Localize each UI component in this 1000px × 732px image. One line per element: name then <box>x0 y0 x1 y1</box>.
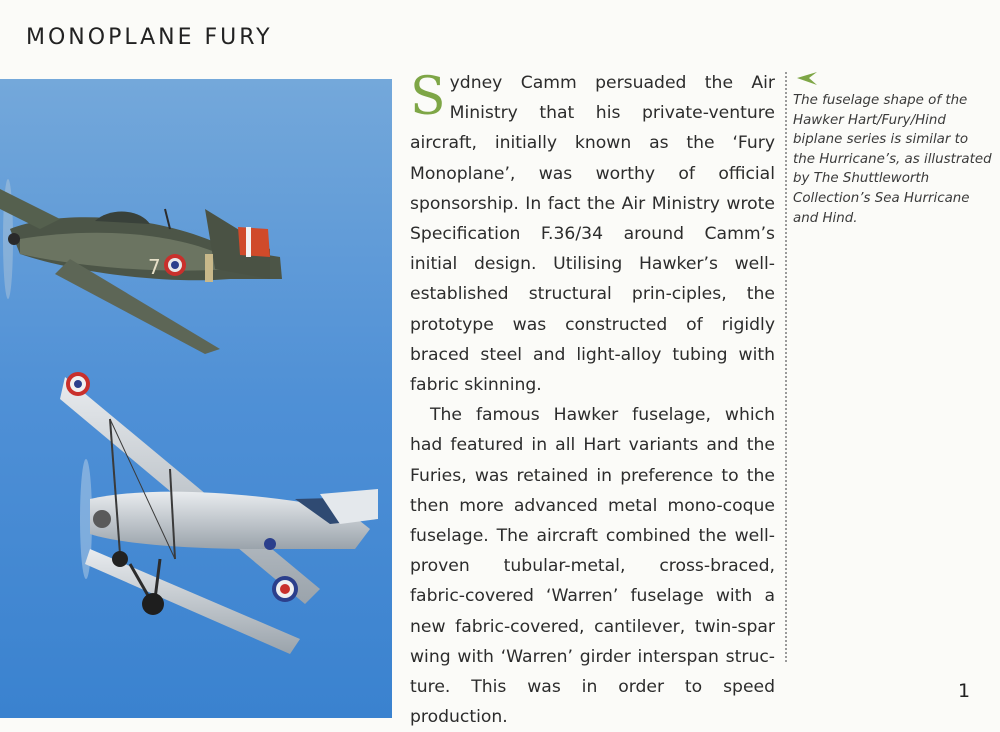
drop-cap: S <box>410 67 446 127</box>
svg-text:7: 7 <box>148 255 161 279</box>
page-number: 1 <box>958 680 971 702</box>
article-body <box>410 68 775 732</box>
left-arrow-icon <box>797 72 819 86</box>
article-paragraph-2: The famous Hawker fuselage, which had featured in all Hart variants and the Furies, was retained in preference to the then more advanced metal mono-coque fuselage. The aircraft combined the well-proven tubular-metal, cross-braced, fabric-covered ‘Warren’ fuselage with a new fabric-covered, cantilever, twin-spar wing with ‘Warren’ girder interspan struc-ture. This was in order to speed production. <box>410 405 775 728</box>
column-divider <box>785 72 787 662</box>
article-paragraph-1-text: ydney Camm persuaded the Air Ministry that his private-venture aircraft, initially known as the ‘Fury Monoplane’, was worthy of official sponsorship. In fact the Air Ministry wrote Specification F.36/34 around Camm’s initial design. Utilising Hawker’s well-established structural prin-ciples, the prototype was constructed of rigidly braced steel and light-alloy tubing with fabric skinning. <box>410 73 775 396</box>
aircraft-photo <box>0 79 392 718</box>
photo-caption: The fuselage shape of the Hawker Hart/Fury/Hind biplane series is similar to the Hurricane’s, as illustrated by The Shuttleworth Collection’s Sea Hurricane and Hind. <box>793 93 992 226</box>
section-title: MONOPLANE FURY <box>26 25 273 50</box>
article-paragraph-1 <box>410 68 775 400</box>
